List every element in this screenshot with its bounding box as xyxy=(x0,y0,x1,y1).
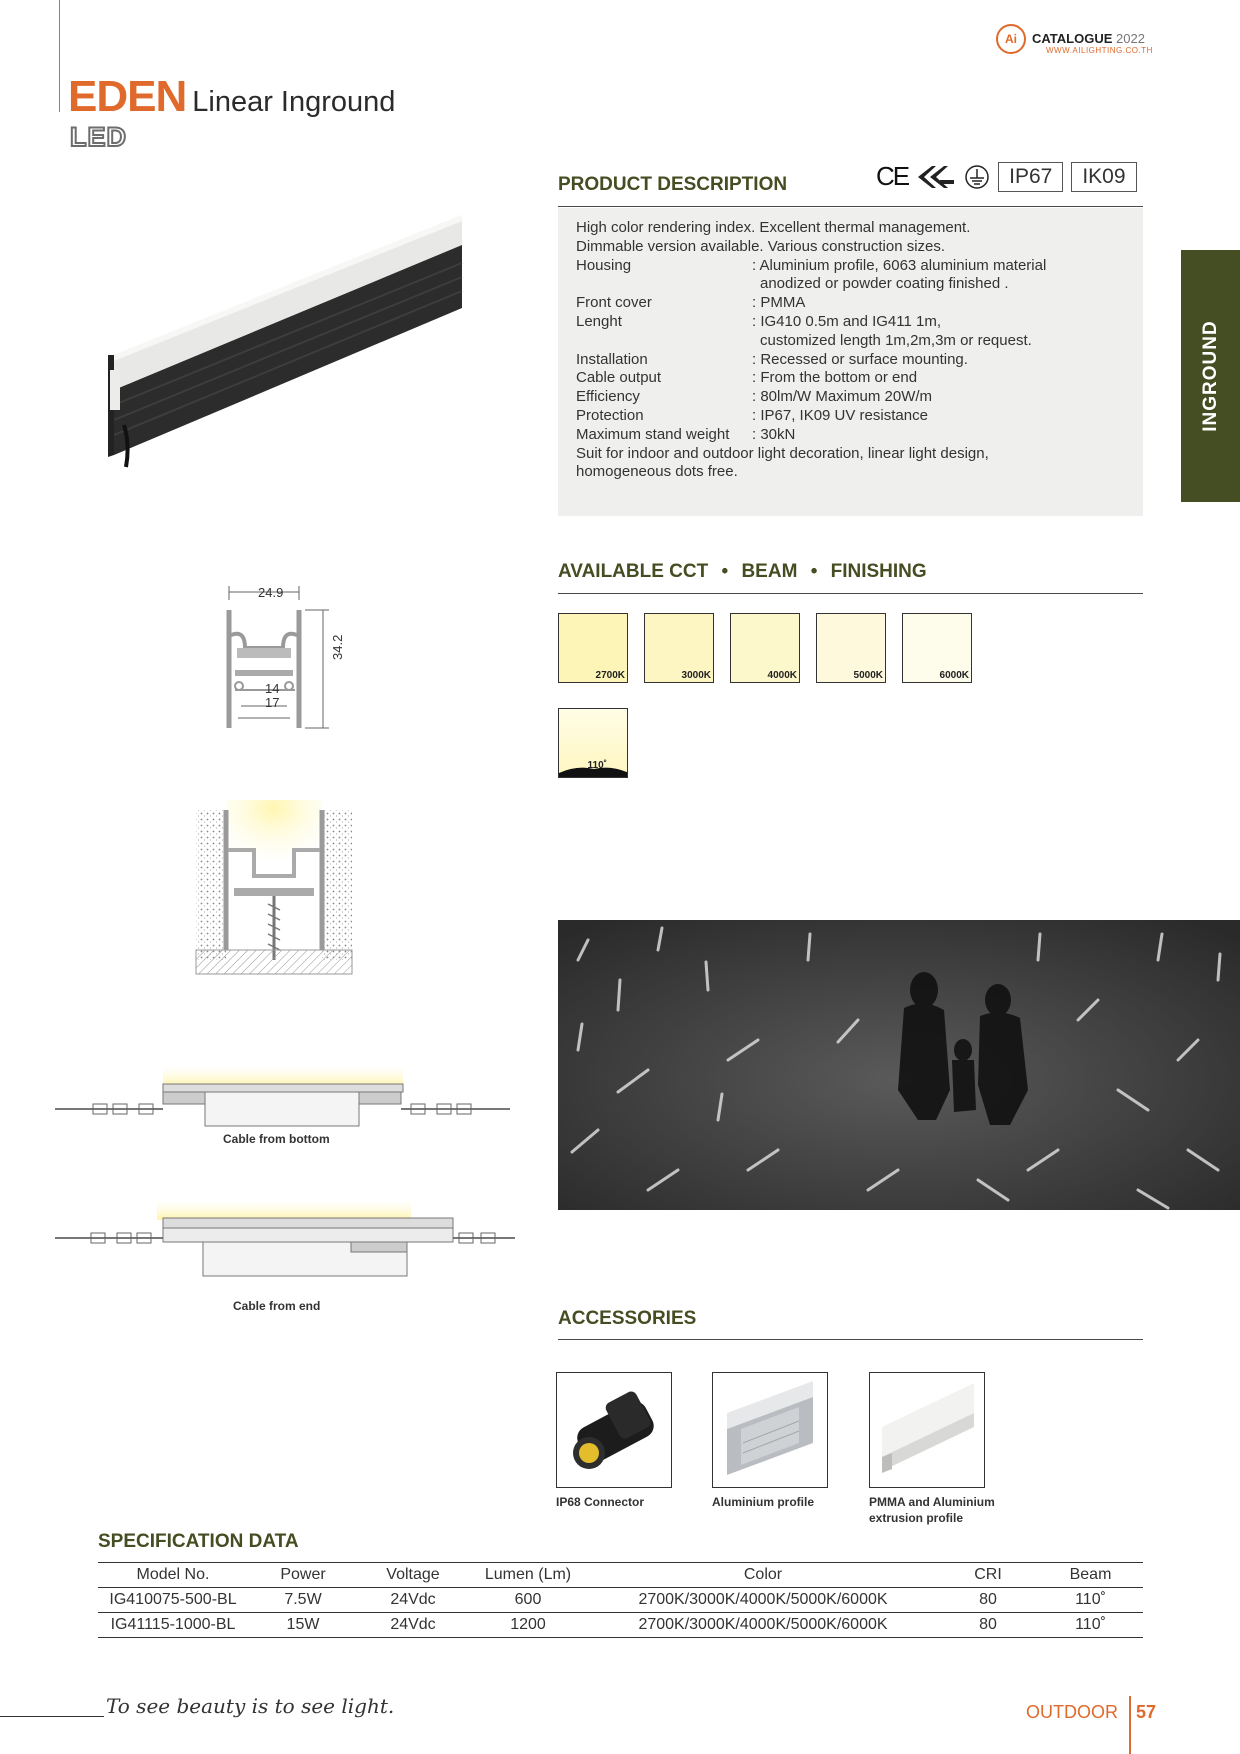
col-color: Color xyxy=(743,1566,783,1583)
page-number: 57 xyxy=(1136,1702,1157,1722)
accessory-caption-3: PMMA and Aluminium extrusion profile xyxy=(869,1495,995,1525)
cct-tile-label: 3000K xyxy=(681,670,711,681)
product-description-heading: PRODUCT DESCRIPTION xyxy=(558,174,788,195)
desc-intro-line: Dimmable version available. Various construction sizes. xyxy=(576,237,946,255)
beam-angle-tile xyxy=(558,708,628,778)
accessory-pmma-profile xyxy=(869,1372,985,1488)
aluminium-profile-icon xyxy=(713,1373,828,1488)
cct-heading: AVAILABLE CCT • BEAM • FINISHING xyxy=(558,561,927,582)
cable-from-end-drawing xyxy=(55,1196,515,1280)
product-photo xyxy=(100,205,480,475)
footer-section: OUTDOOR xyxy=(1026,1702,1118,1722)
installation-drawing xyxy=(194,800,354,980)
table-row: IG410075-500-BL 7.5W 24Vdc 600 2700K/3000K/4000K/5000K/6000K 80 110˚ xyxy=(98,1588,1143,1613)
cct-tile-2700k xyxy=(558,613,628,683)
col-beam: Beam xyxy=(1069,1566,1112,1583)
accessories-heading: ACCESSORIES xyxy=(558,1308,697,1329)
ce-mark-icon: CE xyxy=(876,161,909,191)
caption-cable-end: Cable from end xyxy=(233,1299,321,1313)
col-cri: CRI xyxy=(974,1566,1002,1583)
table-row: IG41115-1000-BL 15W 24Vdc 1200 2700K/3000K/4000K/5000K/6000K 80 110˚ xyxy=(98,1613,1143,1638)
accessory-caption-2: Aluminium profile xyxy=(712,1495,814,1509)
ip67-badge: IP67 xyxy=(998,162,1063,192)
col-power: Power xyxy=(280,1566,326,1583)
spec-row-efficiency: Efficiency : 80lm/W Maximum 20W/m xyxy=(576,388,933,406)
catalogue-website: WWW.AILIGHTING.CO.TH xyxy=(1046,46,1153,55)
certifications xyxy=(876,161,1137,192)
catalogue-title xyxy=(1032,31,1145,46)
cct-tile-3000k xyxy=(644,613,714,683)
desc-outro-line: Suit for indoor and outdoor light decoration, linear light design, xyxy=(576,444,989,462)
caption-cable-bottom: Cable from bottom xyxy=(223,1132,330,1146)
connector-icon xyxy=(557,1373,672,1488)
spec-row-housing-cont: anodized or powder coating finished . xyxy=(760,275,1009,293)
product-subtitle: Linear Inground xyxy=(192,86,396,118)
catalogue-label: CATALOGUE xyxy=(1032,31,1113,46)
specification-heading: SPECIFICATION DATA xyxy=(98,1531,299,1552)
spec-row-length-cont: customized length 1m,2m,3m or request. xyxy=(760,331,1032,349)
accessory-aluminium-profile xyxy=(712,1372,828,1488)
specification-table xyxy=(98,1562,1143,1638)
product-description-text xyxy=(576,219,1046,482)
cct-tile-4000k xyxy=(730,613,800,683)
cct-tile-label: 2700K xyxy=(595,670,625,681)
spec-row-protection: Protection : IP67, IK09 UV resistance xyxy=(576,406,928,424)
spec-row-front-cover: Front cover : PMMA xyxy=(576,294,806,312)
dim-width: 24.9 xyxy=(258,585,284,600)
application-photo xyxy=(558,920,1240,1210)
cct-tile-label: 4000K xyxy=(767,670,797,681)
cct-tile-6000k xyxy=(902,613,972,683)
catalogue-year: 2022 xyxy=(1116,31,1145,46)
cct-tile-5000k xyxy=(816,613,886,683)
cct-rule xyxy=(558,593,1143,594)
ground-symbol-icon xyxy=(964,164,990,190)
desc-intro-line: High color rendering index. Excellent thermal management. xyxy=(576,219,971,236)
spec-row-housing: Housing : Aluminium profile, 6063 aluminium material xyxy=(576,256,1047,274)
product-description-rule xyxy=(558,206,1143,207)
footer-slogan: To see beauty is to see light. xyxy=(106,1694,395,1718)
cable-from-bottom-drawing xyxy=(55,1060,510,1132)
dim-inner-1: 14 xyxy=(265,681,280,696)
cct-tile-label: 6000K xyxy=(939,670,969,681)
footer-line xyxy=(0,1716,104,1717)
col-lumen: Lumen (Lm) xyxy=(484,1566,572,1583)
col-voltage: Voltage xyxy=(386,1566,440,1583)
ukca-icon xyxy=(916,164,956,190)
dim-height: 34.2 xyxy=(330,634,345,660)
spec-row-max-weight: Maximum stand weight : 30kN xyxy=(576,425,796,443)
spec-row-length: Lenght : IG410 0.5m and IG411 1m, xyxy=(576,312,941,330)
accessory-ip68-connector xyxy=(556,1372,672,1488)
beam-angle-label: 110˚ xyxy=(587,760,607,771)
spec-row-installation: Installation : Recessed or surface mounting. xyxy=(576,350,968,368)
side-tab-label: INGROUND xyxy=(1199,320,1221,432)
cct-tile-label: 5000K xyxy=(853,670,883,681)
col-model: Model No. xyxy=(136,1566,210,1583)
product-title xyxy=(68,72,395,122)
ik09-badge: IK09 xyxy=(1071,162,1136,192)
side-tab xyxy=(1181,250,1240,502)
footer-divider xyxy=(1129,1696,1131,1754)
ai-logo-icon: Ai xyxy=(996,24,1026,54)
header-accent-line xyxy=(59,0,60,112)
accessories-rule xyxy=(558,1339,1143,1340)
dim-inner-2: 17 xyxy=(265,695,280,710)
led-badge: LED xyxy=(70,122,127,152)
spec-header-row xyxy=(98,1563,1143,1588)
product-brand: EDEN xyxy=(68,72,187,121)
accessory-caption-1: IP68 Connector xyxy=(556,1495,645,1509)
spec-row-cable-output: Cable output : From the bottom or end xyxy=(576,369,918,387)
desc-outro-line: homogeneous dots free. xyxy=(576,463,738,481)
pmma-profile-icon xyxy=(870,1373,985,1488)
